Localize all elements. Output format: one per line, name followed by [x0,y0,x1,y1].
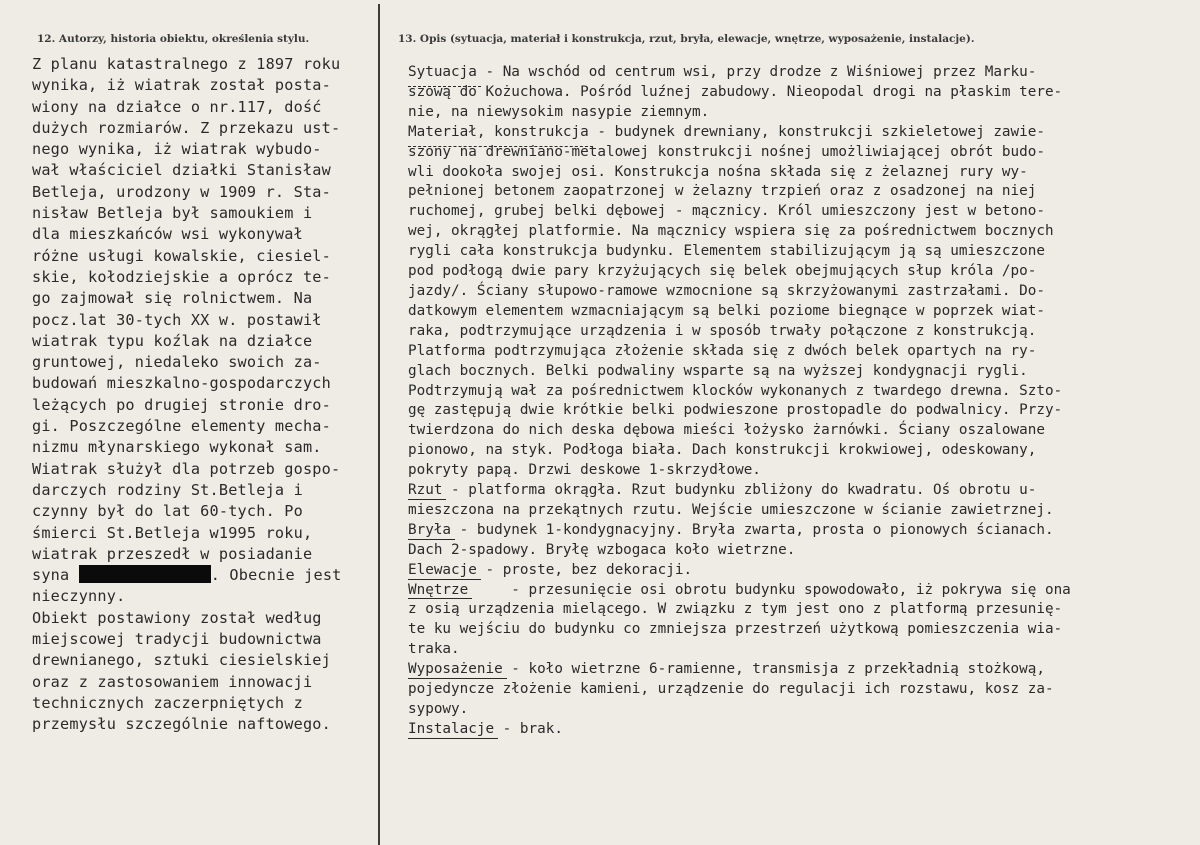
section-keyword: Wnętrze [408,581,468,601]
description-text-line: pod podłogą dwie pary krzyżujących się belek obejmujących słup króla /po- [408,263,1037,280]
description-text-line: Elewacje - proste, bez dekoracji. [408,561,1193,581]
description-text-line: gę zastępują dwie krótkie belki podwieszone prostopadle do podwalnicy. Przy- [408,402,1063,419]
left-section-header: 12. Autorzy, historia obiektu, określenia stylu. [37,33,310,45]
history-text-line: śmierci St.Betleja w1995 roku, [32,523,313,542]
history-text-line: go zajmował się rolnictwem. Na [32,289,313,308]
description-text-line: Rzut - platforma okrągła. Rzut budynku zbliżony do kwadratu. Oś obrotu u- [408,481,1193,501]
description-text-line: nie, na niewysokim nasypie ziemnym. [408,103,710,120]
section-keyword: Rzut [408,481,442,501]
history-text-line: oraz z zastosowaniem innowacji [32,672,313,691]
description-text-line: mieszczona na przekątnych rzutu. Wejście umieszczone w ścianie zawietrznej. [408,501,1054,518]
description-text-line: wli dookoła swojej osi. Konstrukcja nośna składa się z żelaznej rury wy- [408,163,1028,180]
description-text-line: Instalacje - brak. [408,720,1193,740]
history-text-line: Obiekt postawiony został według [32,608,322,627]
history-text-line: nieczynny. [32,587,126,606]
history-text-line: dla mieszkańców wsi wykonywał [32,225,303,244]
section-keyword: Wyposażenie [408,660,503,680]
description-text-line: raka, podtrzymujące urządzenia i w sposób trwały połączone z konstrukcją. [408,322,1037,339]
description-text-line: Podtrzymują wał za pośrednictwem klocków wykonanych z twardego drewna. Szto- [408,382,1063,399]
redaction-bar [79,565,211,583]
description-text-line: szony na drewniano-metalowej konstrukcji nośnej umożliwiającej obrót budo- [408,143,1045,160]
history-text-line: Z planu katastralnego z 1897 roku [32,55,341,73]
column-divider [378,4,380,845]
history-text-line: syna . Obecnie jest [32,566,342,585]
history-text-line: budowań mieszkalno-gospodarczych [32,374,331,393]
description-text-line: Materiał, konstrukcja - budynek drewniany, konstrukcji szkieletowej zawie- [408,123,1193,143]
history-text-line: Wiatrak służył dla potrzeb gospo- [32,459,341,478]
description-text-line: rygli cała konstrukcja budynku. Elementem stabilizującym ją są umieszczone [408,243,1045,260]
description-text-line: datkowym elementem wzmacniającym są belki poziome biegnące w poprzek wiat- [408,302,1045,319]
right-section-header: 13. Opis (sytuacja, materiał i konstrukcja, rzut, bryła, elewacje, wnętrze, wyposażenie, instalacje). [398,33,975,45]
history-text-line: drewnianego, sztuki ciesielskiej [32,651,331,670]
history-text-line: nisław Betleja był samoukiem i [32,204,313,223]
description-text-line: Platforma podtrzymująca złożenie składa się z dwóch belek opartych na ry- [408,342,1037,359]
description-text-line: Wnętrze - przesunięcie osi obrotu budynku spowodowało, iż pokrywa się ona [408,581,1193,601]
history-text-line: skie, kołodziejskie a oprócz te- [32,267,331,286]
description-text-line: twierdzona do nich deska dębowa mieści łożysko żarnówki. Ściany oszalowane [408,422,1045,439]
section-keyword: Instalacje [408,720,494,740]
description-text-line: Dach 2-spadowy. Bryłę wzbogaca koło wietrzne. [408,541,796,558]
description-text-line: szową do Kożuchowa. Pośród luźnej zabudowy. Nieopodal drogi na płaskim tere- [408,83,1063,100]
history-text-line: różne usługi kowalskie, ciesiel- [32,246,331,265]
description-text-line: te ku wejściu do budynku co zmniejsza przestrzeń użytkową pomieszczenia wia- [408,621,1063,638]
history-text-line: nizmu młynarskiego wykonał sam. [32,438,322,457]
description-text-line: Wyposażenie - koło wietrzne 6-ramienne, transmisja z przekładnią stożkową, [408,660,1193,680]
description-text-line: glach bocznych. Belki podwaliny wsparte są na wyższej kondygnacji rygli. [408,362,1028,379]
history-text-line: przemysłu szczególnie naftowego. [32,715,331,734]
description-text-line: pionowo, na styk. Podłoga biała. Dach konstrukcji krokwiowej, odeskowany, [408,442,1037,459]
section-keyword: Bryła [408,521,451,541]
section-keyword: Sytuacja [408,63,477,83]
history-text-line: darczych rodziny St.Betleja i [32,480,303,499]
history-text-line: wiatrak typu koźlak na działce [32,331,313,350]
history-text-line: wiatrak przeszedł w posiadanie [32,544,313,563]
description-text-column [408,63,1193,740]
description-text-line: jazdy/. Ściany słupowo-ramowe wzmocnione są skrzyżowanymi zastrzałami. Do- [408,282,1045,299]
description-text-line: pojedyncze złożenie kamieni, urządzenie do regulacji ich rozstawu, kosz za- [408,681,1054,698]
history-text-line: pocz.lat 30-tych XX w. postawił [32,310,322,329]
history-text-line: wał właściciel działki Stanisław [32,161,331,180]
section-keyword: Elewacje [408,561,477,581]
history-text-line: nego wynika, iż wiatrak wybudo- [32,140,322,159]
section-keyword: Materiał, konstrukcja [408,123,589,143]
history-text-line: gi. Poszczególne elementy mecha- [32,417,331,436]
description-text-line: ruchomej, grubej belki dębowej - mącznicy. Król umieszczony jest w betono- [408,203,1045,220]
description-text-line: z osią urządzenia mielącego. W związku z tym jest ono z platformą przesunię- [408,601,1063,618]
description-text-line: wej, okrągłej platformie. Na mącznicy wspiera się za pośrednictwem bocznych [408,223,1054,240]
description-text-line: pokryty papą. Drzwi deskowe 1-skrzydłowe. [408,462,761,479]
description-text-line: sypowy. [408,701,469,717]
history-text-column [32,54,372,736]
history-text-line: wynika, iż wiatrak został posta- [32,76,331,95]
history-text-line: czynny był do lat 60-tych. Po [32,502,303,521]
history-text-line: gruntowej, niedaleko swoich za- [32,353,322,372]
history-text-line: leżących po drugiej stronie dro- [32,395,331,414]
history-text-line: miejscowej tradycji budownictwa [32,630,322,649]
description-text-line: pełnionej betonem zaopatrzonej w żelazny trzpień oraz z osadzonej na niej [408,183,1037,200]
history-text-line: dużych rozmiarów. Z przekazu ust- [32,118,341,137]
history-text-line: technicznych zaczerpniętych z [32,693,303,712]
description-text-line: traka. [408,641,460,658]
description-text-line: Sytuacja - Na wschód od centrum wsi, przy drodze z Wiśniowej przez Marku- [408,63,1193,83]
history-text-line: Betleja, urodzony w 1909 r. Sta- [32,182,331,201]
description-text-line: Bryła - budynek 1-kondygnacyjny. Bryła zwarta, prosta o pionowych ścianach. [408,521,1193,541]
history-text-line: wiony na działce o nr.117, dość [32,97,322,116]
